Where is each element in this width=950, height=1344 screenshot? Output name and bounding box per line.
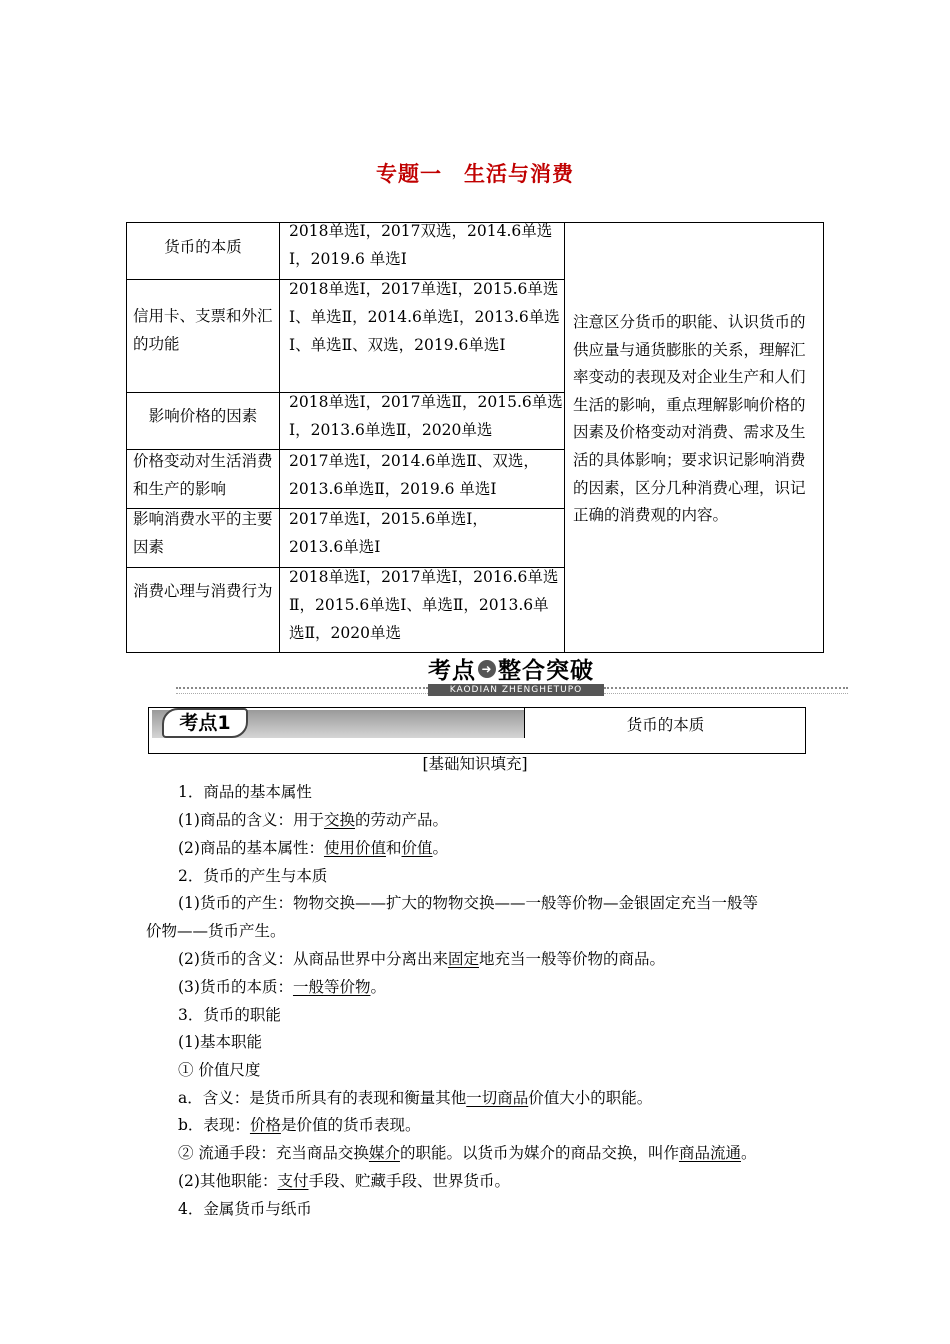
section-banner [428,652,594,685]
kaodian-name: 货币的本质 [626,716,705,734]
table-topic: 信用卡、支票和外汇的功能 [133,307,273,353]
table-exams: 2018单选Ⅰ，2017单选Ⅰ，2015.6单选Ⅰ、单选Ⅱ，2014.6单选Ⅰ，2013.6单选Ⅰ、单选Ⅱ、双选，2019.6单选Ⅰ [289,280,560,354]
banner-rule [604,687,848,694]
table-topic: 影响价格的因素 [148,407,258,425]
banner-pinyin: KAODIAN ZHENGHETUPO [428,684,604,696]
table-exams: 2018单选Ⅰ，2017双选，2014.6单选Ⅰ，2019.6 单选Ⅰ [289,222,553,268]
column-divider [564,223,565,652]
kaodian-badge: 考点1 [162,708,248,738]
text-line: ② 流通手段：充当商品交换媒介的职能。以货币为媒介的商品交换，叫作商品流通。 [178,1144,757,1162]
table-exams: 2018单选Ⅰ，2017单选Ⅰ，2016.6单选Ⅱ，2015.6单选Ⅰ、单选Ⅱ，2013.6单选Ⅱ，2020单选 [289,568,559,642]
banner-rule [176,687,428,694]
table-exams: 2018单选Ⅰ，2017单选Ⅱ，2015.6单选Ⅰ，2013.6单选Ⅱ，2020单选 [289,393,563,439]
text-line: (2)其他职能：支付手段、贮藏手段、世界货币。 [178,1172,510,1190]
text-line: (1)商品的含义：用于交换的劳动产品。 [178,811,448,829]
text-line: 2．货币的产生与本质 [178,867,328,885]
text-line: (3)货币的本质：一般等价物。 [178,978,386,996]
text-line: 价物——货币产生。 [146,922,286,940]
table-topic: 影响消费水平的主要因素 [133,510,273,556]
text-line: (2)货币的含义：从商品世界中分离出来固定地充当一般等价物的商品。 [178,950,665,968]
table-exams: 2017单选Ⅰ，2014.6单选Ⅱ、双选，2013.6单选Ⅱ，2019.6 单选Ⅰ [289,452,539,498]
table-exams: 2017单选Ⅰ，2015.6单选Ⅰ，2013.6单选Ⅰ [289,510,488,556]
table-topic: 价格变动对生活消费和生产的影响 [133,452,273,498]
text-line: (1)基本职能 [178,1033,262,1051]
text-line: 3．货币的职能 [178,1006,281,1024]
text-line: b．表现：价格是价值的货币表现。 [178,1116,421,1134]
table-topic: 消费心理与消费行为 [133,582,273,600]
text-line: a．含义：是货币所具有的表现和衡量其他一切商品价值大小的职能。 [178,1089,653,1107]
text-line: ① 价值尺度 [178,1061,261,1079]
table-topic: 货币的本质 [164,238,242,256]
exam-overview-table [126,222,824,653]
table-note: 注意区分货币的职能、认识货币的供应量与通货膨胀的关系，理解汇率变动的表现及对企业生产和人们生活的影响，重点理解影响价格的因素及价格变动对消费、需求及生活的具体影响；要求识记影响消费的因素，区分几种消费心理，识记正确的消费观的内容。 [573,313,806,525]
text-line: (2)商品的基本属性：使用价值和价值。 [178,839,449,857]
section-subtitle: [基础知识填充] [422,755,528,773]
banner-title-b: 整合突破 [498,658,594,684]
text-line: (1)货币的产生：物物交换——扩大的物物交换——一般等价物—金银固定充当一般等 [178,894,758,912]
banner-title-a: 考点 [428,658,476,684]
arrow-right-icon: ➜ [478,660,496,678]
page-title: 专题一 生活与消费 [376,162,574,186]
column-divider [279,223,280,652]
text-line: 4．金属货币与纸币 [178,1200,312,1218]
text-line: 1．商品的基本属性 [178,783,312,801]
